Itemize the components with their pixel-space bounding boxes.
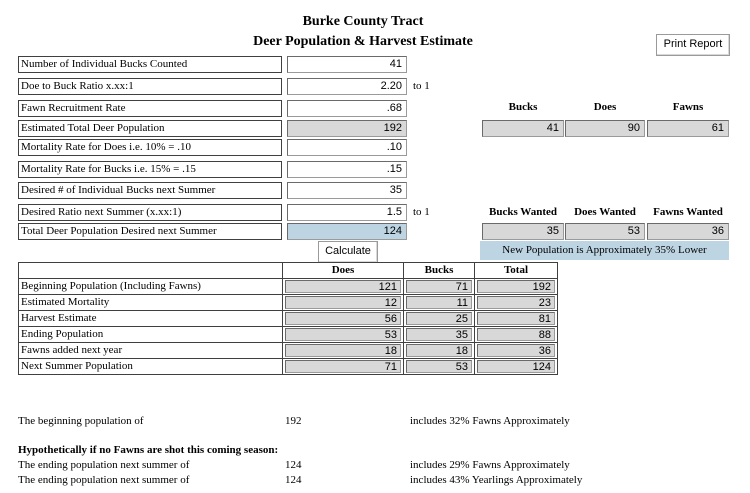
summary-beginning-value: 192: [285, 415, 302, 427]
does-column-header: Does: [283, 263, 404, 279]
bucks-value: 53: [406, 360, 472, 373]
desired-population-value: 124: [287, 223, 407, 240]
total-population-label: Estimated Total Deer Population: [18, 120, 282, 137]
table-row: [19, 359, 558, 375]
fawn-recruitment-input[interactable]: .68: [287, 100, 407, 117]
population-change-message: New Population is Approximately 35% Lower: [480, 241, 729, 260]
fawns-wanted-header: Fawns Wanted: [653, 206, 723, 218]
doe-buck-ratio-suffix: to 1: [413, 80, 430, 92]
current-bucks-value: 41: [482, 120, 564, 137]
current-fawns-value: 61: [647, 120, 729, 137]
doe-mortality-input[interactable]: .10: [287, 139, 407, 156]
calculate-button[interactable]: Calculate: [318, 241, 378, 263]
does-value: 56: [285, 312, 401, 325]
fawns-header: Fawns: [672, 101, 704, 113]
table-row: [19, 295, 558, 311]
total-value: 36: [477, 344, 555, 357]
doe-buck-ratio-input[interactable]: 2.20: [287, 78, 407, 95]
total-value: 124: [477, 360, 555, 373]
desired-ratio-input[interactable]: 1.5: [287, 204, 407, 221]
projection-table: [18, 262, 558, 375]
doe-buck-ratio-label: Doe to Buck Ratio x.xx:1: [18, 78, 282, 95]
row-label: Next Summer Population: [19, 359, 283, 375]
buck-mortality-label: Mortality Rate for Bucks i.e. 15% = .15: [18, 161, 282, 178]
does-wanted-value: 53: [565, 223, 645, 240]
fawn-recruitment-label: Fawn Recruitment Rate: [18, 100, 282, 117]
summary-ending-fawns-note: includes 29% Fawns Approximately: [410, 459, 570, 471]
current-does-value: 90: [565, 120, 645, 137]
bucks-wanted-header: Bucks Wanted: [489, 206, 557, 218]
bucks-value: 18: [406, 344, 472, 357]
bucks-value: 71: [406, 280, 472, 293]
projection-corner-cell: [19, 263, 283, 279]
bucks-value: 25: [406, 312, 472, 325]
bucks-value: 11: [406, 296, 472, 309]
bucks-column-header: Bucks: [404, 263, 475, 279]
buck-mortality-input[interactable]: .15: [287, 161, 407, 178]
table-row: [19, 279, 558, 295]
summary-ending-label-2: The ending population next summer of: [18, 474, 190, 486]
row-label: Ending Population: [19, 327, 283, 343]
desired-population-label: Total Deer Population Desired next Summer: [18, 223, 282, 240]
bucks-counted-input[interactable]: 41: [287, 56, 407, 73]
doe-mortality-label: Mortality Rate for Does i.e. 10% = .10: [18, 139, 282, 156]
desired-ratio-suffix: to 1: [413, 206, 430, 218]
row-label: Beginning Population (Including Fawns): [19, 279, 283, 295]
row-label: Harvest Estimate: [19, 311, 283, 327]
summary-ending-label: The ending population next summer of: [18, 459, 190, 471]
does-value: 12: [285, 296, 401, 309]
does-value: 53: [285, 328, 401, 341]
projection-header-row: [19, 263, 558, 279]
total-value: 23: [477, 296, 555, 309]
does-wanted-header: Does Wanted: [574, 206, 636, 218]
hypothetical-heading: Hypothetically if no Fawns are shot this coming season:: [18, 444, 279, 456]
table-row: [19, 311, 558, 327]
desired-ratio-label: Desired Ratio next Summer (x.xx:1): [18, 204, 282, 221]
desired-bucks-label: Desired # of Individual Bucks next Summer: [18, 182, 282, 199]
summary-ending-value: 124: [285, 459, 302, 471]
total-column-header: Total: [475, 263, 558, 279]
summary-ending-yearlings-note: includes 43% Yearlings Approximately: [410, 474, 583, 486]
row-label: Estimated Mortality: [19, 295, 283, 311]
does-value: 71: [285, 360, 401, 373]
total-value: 88: [477, 328, 555, 341]
summary-beginning-label: The beginning population of: [18, 415, 144, 427]
does-value: 18: [285, 344, 401, 357]
does-value: 121: [285, 280, 401, 293]
fawns-wanted-value: 36: [647, 223, 729, 240]
summary-beginning-note: includes 32% Fawns Approximately: [410, 415, 570, 427]
row-label: Fawns added next year: [19, 343, 283, 359]
total-population-value: 192: [287, 120, 407, 137]
total-value: 81: [477, 312, 555, 325]
table-row: [19, 343, 558, 359]
does-header: Does: [593, 101, 617, 113]
bucks-counted-label: Number of Individual Bucks Counted: [18, 56, 282, 73]
bucks-wanted-value: 35: [482, 223, 564, 240]
summary-ending-value-2: 124: [285, 474, 302, 486]
desired-bucks-input[interactable]: 35: [287, 182, 407, 199]
total-value: 192: [477, 280, 555, 293]
report-subtitle: Deer Population & Harvest Estimate: [253, 34, 473, 49]
table-row: [19, 327, 558, 343]
report-title: Burke County Tract: [302, 14, 424, 29]
bucks-header: Bucks: [508, 101, 538, 113]
bucks-value: 35: [406, 328, 472, 341]
print-report-button[interactable]: Print Report: [656, 34, 730, 56]
